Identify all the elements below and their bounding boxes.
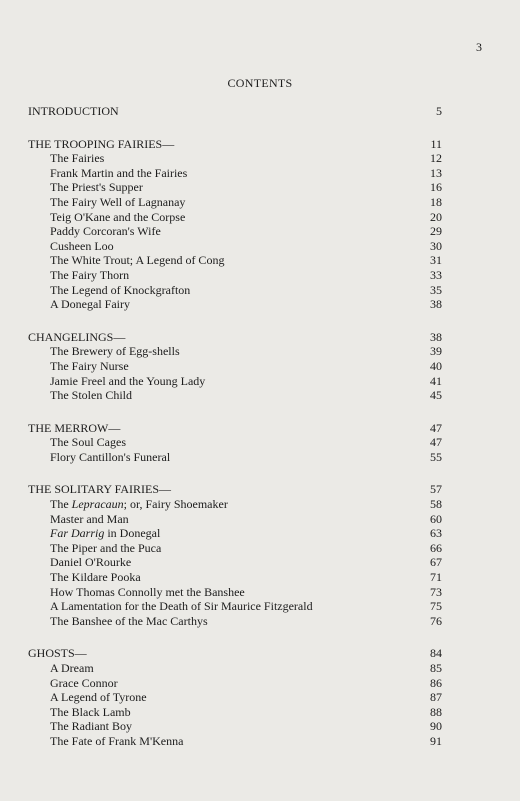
toc-entry[interactable] — [28, 239, 442, 254]
toc-entry[interactable] — [28, 224, 442, 239]
toc-entry-page: 55 — [430, 449, 442, 464]
toc-entry[interactable] — [28, 512, 442, 527]
toc-entry-title: The Fate of Frank M'Kenna — [50, 733, 184, 748]
toc-entry[interactable] — [28, 676, 442, 691]
toc-entry-page: 66 — [430, 540, 442, 555]
toc-entry-title: Far Darrig in Donegal — [50, 526, 161, 541]
toc-entry[interactable] — [28, 599, 442, 614]
toc-entry-title: The Legend of Knockgrafton — [50, 282, 191, 297]
toc-entry-title: Flory Cantillon's Funeral — [50, 449, 171, 464]
toc-entry[interactable] — [28, 497, 442, 512]
toc-entry-page: 29 — [430, 224, 442, 239]
toc-entry-title: A Donegal Fairy — [50, 297, 130, 312]
toc-entry[interactable] — [28, 541, 442, 556]
toc-section-heading[interactable] — [28, 421, 442, 436]
toc-entry-title: INTRODUCTION — [28, 104, 119, 118]
toc-section-page: 84 — [430, 646, 442, 661]
toc-entry-title: Frank Martin and the Fairies — [50, 165, 188, 180]
toc-entry[interactable] — [28, 690, 442, 705]
toc-entry-page: 13 — [430, 165, 442, 180]
toc-entry-title: Paddy Corcoran's Wife — [50, 224, 161, 239]
toc-entry-page: 91 — [430, 733, 442, 748]
toc-entry[interactable] — [28, 614, 442, 629]
toc-entry-title: The Black Lamb — [50, 704, 131, 719]
toc-entry-title: The Stolen Child — [50, 388, 132, 403]
toc-entry-page: 33 — [430, 267, 442, 282]
toc-entry-page: 39 — [430, 344, 442, 359]
toc-entry-page: 20 — [430, 209, 442, 224]
toc-entry[interactable] — [28, 570, 442, 585]
toc-entry[interactable] — [28, 151, 442, 166]
toc-entry[interactable] — [28, 210, 442, 225]
toc-entry[interactable] — [28, 297, 442, 312]
toc-entry-title: The Lepracaun; or, Fairy Shoemaker — [50, 497, 228, 512]
toc-entry-title: The Kildare Pooka — [50, 570, 141, 585]
toc-entry-title: A Dream — [50, 661, 94, 675]
toc-entry-title: The Fairies — [50, 151, 105, 166]
toc-entry-title: The Piper and the Puca — [50, 540, 162, 555]
toc-entry-title: The Fairy Well of Lagnanay — [50, 194, 186, 209]
toc-entry[interactable] — [28, 180, 442, 195]
toc-entry-title: The White Trout; A Legend of Cong — [50, 253, 225, 268]
toc-entry[interactable] — [28, 268, 442, 283]
toc-entry-page: 41 — [430, 373, 442, 388]
toc-entry-page: 35 — [430, 282, 442, 297]
toc-entry-page: 47 — [430, 435, 442, 450]
toc-entry-title: The Priest's Supper — [50, 180, 143, 195]
toc-entry[interactable] — [28, 388, 442, 403]
toc-entry[interactable] — [28, 435, 442, 450]
page-number: 3 — [476, 40, 482, 54]
toc-section-page: 11 — [430, 136, 442, 151]
toc-entry[interactable] — [28, 719, 442, 734]
toc-entry-page: 88 — [430, 704, 442, 719]
toc-section-heading[interactable] — [28, 137, 442, 152]
toc-entry-title: The Banshee of the Mac Carthys — [50, 613, 208, 628]
toc-entry-page: 90 — [430, 719, 442, 734]
toc-entry[interactable] — [28, 526, 442, 541]
toc-entry-page: 12 — [430, 151, 442, 166]
toc-entry[interactable] — [28, 283, 442, 298]
toc-section-title: THE TROOPING FAIRIES— — [28, 136, 175, 151]
toc-entry-page: 38 — [430, 297, 442, 312]
toc-entry-title: The Soul Cages — [50, 435, 126, 450]
toc-entry-title: A Lamentation for the Death of Sir Maurice Fitzgerald — [50, 599, 313, 614]
toc-entry[interactable] — [28, 450, 442, 465]
toc-entry-title: Jamie Freel and the Young Lady — [50, 373, 206, 388]
toc-entry-page: 31 — [430, 253, 442, 268]
toc-entry-page: 5 — [436, 104, 442, 118]
toc-entry[interactable] — [28, 705, 442, 720]
toc-entry-page: 75 — [430, 599, 442, 614]
toc-entry[interactable] — [28, 555, 442, 570]
toc-section-title: GHOSTS— — [28, 646, 87, 661]
toc-entry[interactable] — [28, 661, 442, 676]
toc-entry-title: The Radiant Boy — [50, 719, 132, 734]
toc-entry[interactable] — [28, 374, 442, 389]
toc-entry-page: 16 — [430, 180, 442, 195]
toc-entry-page: 67 — [430, 555, 442, 570]
toc-entry-page: 58 — [430, 497, 442, 512]
toc-entry-page: 18 — [430, 194, 442, 209]
toc-entry[interactable] — [28, 166, 442, 181]
toc-entry-title: The Fairy Nurse — [50, 358, 129, 373]
toc-section-page: 38 — [430, 329, 442, 344]
toc-section-page: 57 — [430, 482, 442, 497]
toc-entry-page: 63 — [430, 526, 442, 541]
toc-entry-title: Master and Man — [50, 511, 129, 526]
toc-entry-introduction[interactable] — [28, 104, 442, 119]
table-of-contents — [28, 104, 442, 749]
toc-entry-title: Daniel O'Rourke — [50, 555, 132, 570]
toc-entry[interactable] — [28, 585, 442, 600]
toc-section-title: THE MERROW— — [28, 420, 121, 435]
toc-entry-title: Cusheen Loo — [50, 238, 114, 253]
toc-entry-page: 76 — [430, 613, 442, 628]
toc-section-title: THE SOLITARY FAIRIES— — [28, 482, 172, 497]
toc-entry-title: A Legend of Tyrone — [50, 690, 147, 705]
toc-section-title: CHANGELINGS— — [28, 329, 126, 344]
toc-section-heading[interactable] — [28, 330, 442, 345]
toc-entry[interactable] — [28, 344, 442, 359]
toc-entry-page: 30 — [430, 238, 442, 253]
toc-entry-page: 85 — [430, 661, 442, 675]
toc-entry-page: 73 — [430, 584, 442, 599]
toc-section-heading[interactable] — [28, 646, 442, 661]
toc-entry[interactable] — [28, 195, 442, 210]
toc-entry-title: Teig O'Kane and the Corpse — [50, 209, 186, 224]
toc-entry[interactable] — [28, 359, 442, 374]
toc-entry[interactable] — [28, 734, 442, 749]
toc-entry-page: 60 — [430, 511, 442, 526]
toc-entry-title: Grace Connor — [50, 675, 118, 690]
toc-section-page: 47 — [430, 420, 442, 435]
toc-entry-page: 87 — [430, 690, 442, 705]
contents-heading: CONTENTS — [227, 76, 293, 90]
toc-entry-title: The Fairy Thorn — [50, 267, 130, 282]
toc-entry[interactable] — [28, 253, 442, 268]
toc-entry-page: 86 — [430, 675, 442, 690]
toc-entry-page: 40 — [430, 358, 442, 373]
toc-entry-page: 45 — [430, 388, 442, 403]
toc-entry-title: How Thomas Connolly met the Banshee — [50, 584, 245, 599]
toc-entry-title: The Brewery of Egg-shells — [50, 344, 180, 359]
toc-entry-page: 71 — [430, 570, 442, 585]
toc-section-heading[interactable] — [28, 482, 442, 497]
